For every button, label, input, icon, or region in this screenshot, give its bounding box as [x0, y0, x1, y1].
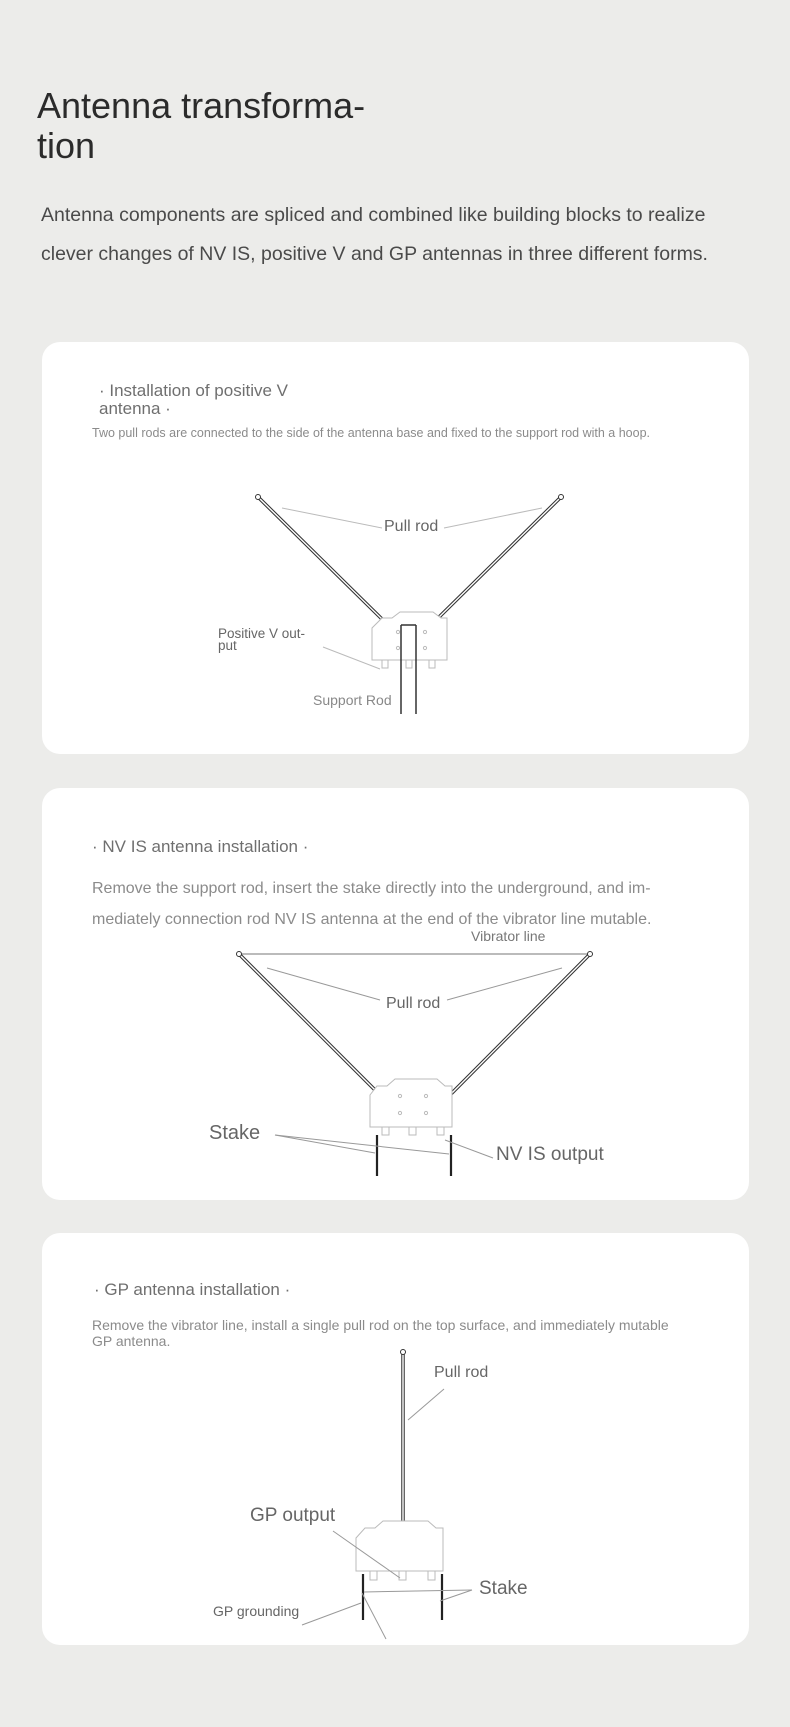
antenna-base — [372, 612, 447, 668]
pull-rod-label: Pull rod — [386, 995, 441, 1012]
pull-rod-left — [256, 495, 388, 625]
vibrator-line-label: Vibrator line — [471, 928, 546, 944]
card-title: · GP antenna installation · — [94, 1280, 291, 1299]
gp-output-label: GP output — [250, 1505, 336, 1526]
page-title: Antenna transforma- tion — [37, 85, 366, 166]
antenna-base — [370, 1079, 452, 1135]
gp-grounding-label: GP grounding — [213, 1603, 300, 1619]
positive-v-diagram — [42, 342, 749, 754]
pull-rod-left — [237, 952, 384, 1099]
card-description: Two pull rods are connected to the side of the antenna base and fixed to the support rod with a hoop. — [92, 426, 651, 440]
nvis-diagram — [42, 788, 749, 1200]
card-description: Remove the support rod, insert the stake directly into the underground, and im- mediately connection rod NV IS antenna at the end of the vibrator line mutable. — [92, 880, 652, 928]
card-description: Remove the vibrator line, install a single pull rod on the top surface, and immediately mutable GP antenna. — [92, 1317, 669, 1349]
pull-rod-label: Pull rod — [434, 1364, 489, 1381]
pull-rod-right — [447, 952, 593, 1099]
nvis-output-label: NV IS output — [496, 1144, 604, 1165]
positive-v-card — [42, 342, 749, 754]
stakes — [377, 1135, 451, 1176]
card-title: · Installation of positive V antenna · — [99, 381, 288, 418]
gp-card — [42, 1233, 749, 1645]
card-title: · NV IS antenna installation · — [92, 837, 309, 856]
pull-rod-right — [432, 495, 564, 625]
support-rod-label: Support Rod — [313, 692, 392, 708]
intro-text: Antenna components are spliced and combined like building blocks to realize clever changes of NV IS, positive V and GP antennas in three different forms. — [41, 204, 708, 265]
antenna-base — [356, 1521, 443, 1580]
pull-rod-vertical — [401, 1350, 406, 1532]
gp-diagram — [42, 1233, 749, 1645]
stake-label: Stake — [209, 1122, 261, 1144]
positive-v-output-label: Positive V out- put — [218, 626, 306, 653]
nvis-card — [42, 788, 749, 1200]
stake-label: Stake — [479, 1578, 528, 1599]
pull-rod-label: Pull rod — [384, 518, 439, 535]
stakes — [363, 1574, 442, 1620]
